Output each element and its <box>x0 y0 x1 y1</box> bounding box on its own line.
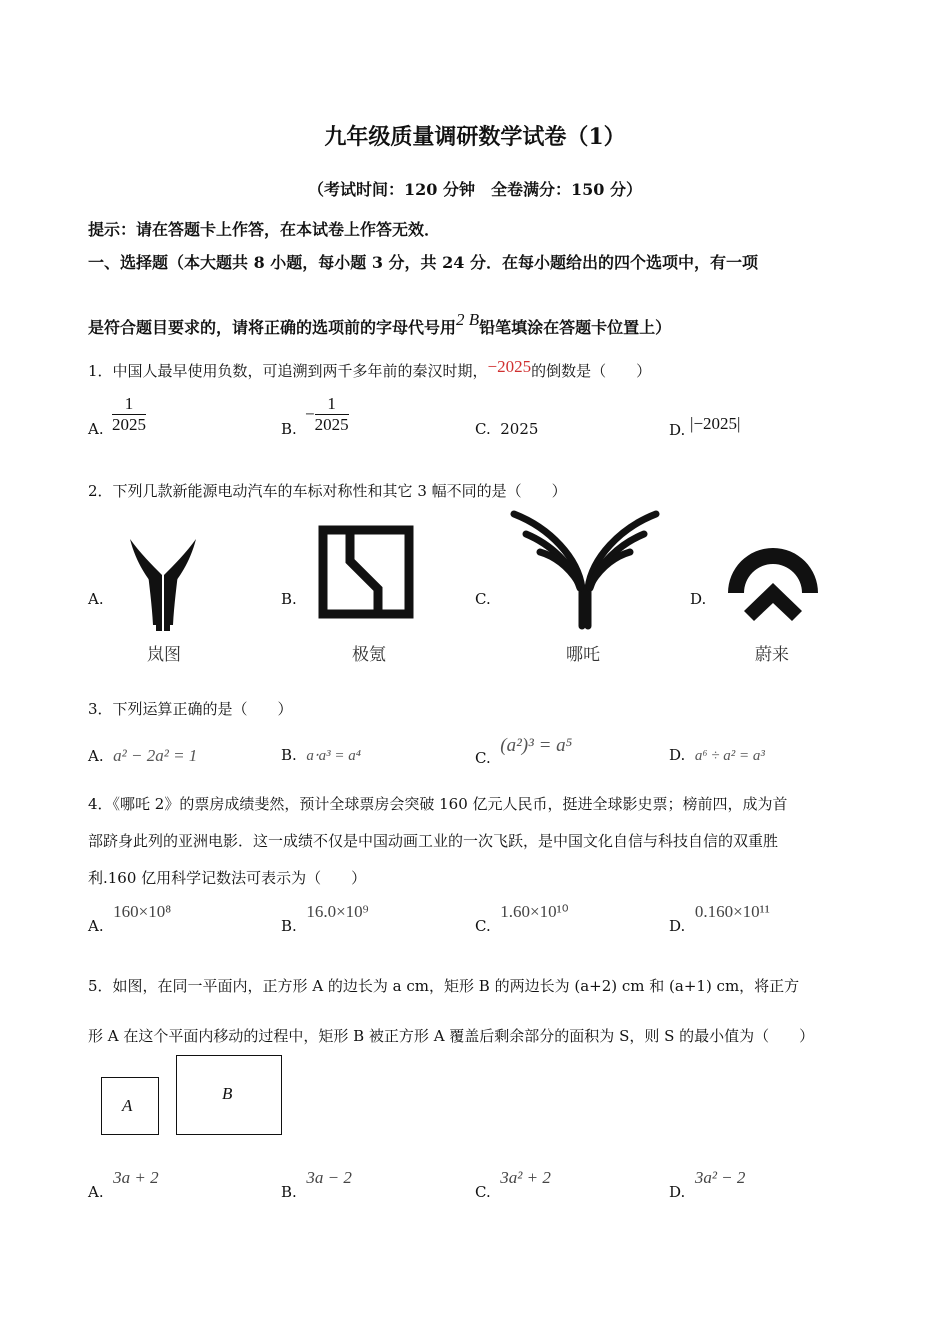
q1-option-b-fraction <box>315 394 349 435</box>
q4-option-d-label: D. <box>669 917 686 935</box>
zeekr-logo <box>318 525 414 619</box>
q1-a-numerator: 1 <box>112 394 146 415</box>
q3-option-d-expr: a⁶ ÷ a² = a³ <box>694 748 765 764</box>
q3-option-b-label: B. <box>281 746 297 764</box>
q4-stem-line1: 4．《哪吒 2》的票房成绩斐然，预计全球票房会突破 160 亿元人民币，挺进全球影史票；榜前四，成为首 <box>88 795 788 813</box>
q1-option-a[interactable] <box>112 394 146 435</box>
q3-option-d-label: D. <box>669 746 686 764</box>
q4-option-b-expr: 16.0×10⁹ <box>306 902 369 921</box>
q1-b-denominator: 2025 <box>314 415 349 434</box>
q2-option-c-label[interactable]: C. <box>475 590 491 608</box>
q5-option-a-expr: 3a + 2 <box>113 1168 159 1187</box>
q3-stem: 3．下列运算正确的是（ ） <box>88 700 293 718</box>
section-heading-line2 <box>88 310 672 338</box>
q4-option-d-expr: 0.160×10¹¹ <box>694 902 770 921</box>
q2-option-d-label[interactable]: D. <box>690 590 707 608</box>
q5-option-b-expr: 3a − 2 <box>306 1168 352 1187</box>
square-a-label: A <box>122 1096 133 1115</box>
q1-b-sign: − <box>305 404 315 424</box>
q1-option-d-label: D. <box>669 421 686 439</box>
q2-a-caption: 岚图 <box>147 645 181 665</box>
q1-a-denominator: 2025 <box>112 415 146 434</box>
q4-option-b[interactable] <box>281 902 369 935</box>
q2-c-caption: 哪吒 <box>566 645 600 665</box>
rectangle-b-label: B <box>222 1084 233 1103</box>
q1-stem-a: 1．中国人最早使用负数，可追溯到两千多年前的秦汉时期， <box>88 362 488 380</box>
q5-option-b[interactable] <box>281 1168 352 1201</box>
q5-option-a-label: A. <box>88 1183 104 1201</box>
q4-option-a-label: A. <box>88 917 104 935</box>
page-title: 九年级质量调研数学试卷（1） <box>324 124 626 150</box>
q5-stem-line1: 5．如图，在同一平面内，正方形 A 的边长为 a cm，矩形 B 的两边长为 (a+2) cm 和 (a+1) cm，将正方 <box>88 977 800 995</box>
hint: 提示：请在答题卡上作答，在本试卷上作答无效． <box>88 220 441 239</box>
q3-option-b[interactable] <box>281 746 361 765</box>
q4-option-a-expr: 160×10⁸ <box>113 902 172 921</box>
section-heading-line1: 一、选择题（本大题共 8 小题，每小题 3 分，共 24 分．在每小题给出的四个选项中，有一项 <box>88 253 758 272</box>
neta-logo <box>510 508 660 630</box>
q3-option-a-expr: a² − 2a² = 1 <box>113 746 198 765</box>
q3-option-c[interactable] <box>475 735 573 767</box>
q1-option-a-fraction <box>112 394 146 435</box>
section-heading-text-a: 是符合题目要求的，请将正确的选项前的字母代号用 <box>88 318 457 337</box>
q5-option-a[interactable] <box>88 1168 159 1201</box>
q1-option-c-value: 2025 <box>500 420 539 438</box>
q2-b-caption: 极氪 <box>352 645 386 665</box>
q2-option-a-label[interactable]: A. <box>88 590 104 608</box>
q2-d-caption: 蔚来 <box>755 645 789 665</box>
q3-option-d[interactable] <box>669 746 765 765</box>
q1-stem-math: −2025 <box>487 357 532 376</box>
q5-option-d-label: D. <box>669 1183 686 1201</box>
q1-stem-b: 的倒数是（ ） <box>531 362 652 380</box>
q4-option-d[interactable] <box>669 902 770 935</box>
q5-option-b-label: B. <box>281 1183 297 1201</box>
q1-option-c[interactable] <box>475 420 538 438</box>
q2-option-b-label[interactable]: B. <box>281 590 297 608</box>
q3-option-c-expr: (a²)³ = a⁵ <box>500 735 573 756</box>
q5-option-c-label: C. <box>475 1183 491 1201</box>
q4-option-c-label: C. <box>475 917 491 935</box>
q4-option-c-expr: 1.60×10¹⁰ <box>500 902 569 921</box>
q1-option-d[interactable] <box>669 414 741 440</box>
q5-option-c-expr: 3a² + 2 <box>500 1168 551 1187</box>
voyah-logo <box>122 535 204 635</box>
q5-option-c[interactable] <box>475 1168 551 1201</box>
q1-stem <box>88 357 652 381</box>
q4-stem-line3: 利.160 亿用科学记数法可表示为（ ） <box>88 869 367 887</box>
q1-option-d-value: |−2025| <box>690 414 741 433</box>
section-heading-math: 2 B <box>456 310 480 329</box>
q5-option-d-expr: 3a² − 2 <box>694 1168 746 1187</box>
q1-option-b-label[interactable]: B. <box>281 420 297 438</box>
q1-option-a-label[interactable]: A. <box>88 420 104 438</box>
q1-option-c-label: C. <box>475 420 491 438</box>
q5-stem-line2: 形 A 在这个平面内移动的过程中，矩形 B 被正方形 A 覆盖后剩余部分的面积为 S，则 S 的最小值为（ ） <box>88 1027 815 1045</box>
q3-option-a-label: A. <box>88 747 104 765</box>
exam-info: （考试时间：120 分钟 全卷满分：150 分） <box>308 180 642 199</box>
q5-option-d[interactable] <box>669 1168 746 1201</box>
section-heading-text-b: 铅笔填涂在答题卡位置上） <box>479 318 672 337</box>
q4-stem-line2: 部跻身此列的亚洲电影．这一成绩不仅是中国动画工业的一次飞跃，是中国文化自信与科技自信的双重胜 <box>88 832 779 850</box>
q3-option-a[interactable] <box>88 746 197 766</box>
q1-option-b[interactable] <box>305 394 349 435</box>
q1-b-numerator: 1 <box>315 394 349 415</box>
q4-option-b-label: B. <box>281 917 297 935</box>
q3-option-b-expr: a⋅a³ = a⁴ <box>306 748 361 764</box>
q4-option-a[interactable] <box>88 902 172 935</box>
q4-option-c[interactable] <box>475 902 569 935</box>
q2-stem: 2．下列几款新能源电动汽车的车标对称性和其它 3 幅不同的是（ ） <box>88 482 567 500</box>
q3-option-c-label: C. <box>475 749 491 767</box>
nio-logo <box>726 545 820 633</box>
